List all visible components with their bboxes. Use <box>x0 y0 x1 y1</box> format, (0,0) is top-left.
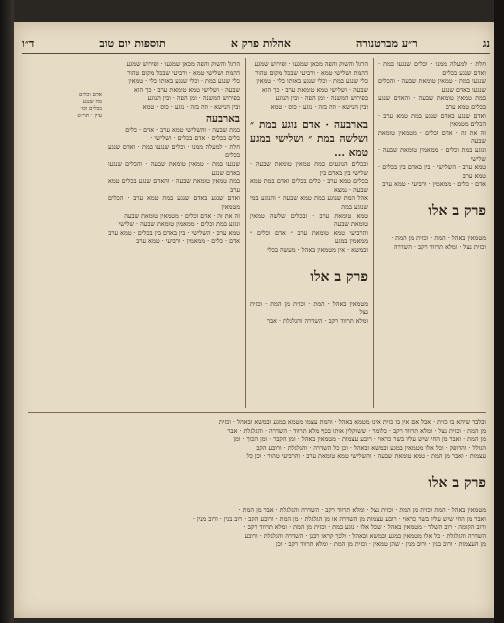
section-divider <box>28 412 486 413</box>
mishnah-line: אהל המת שנוגע במת טמא שבעה ״ והנוגע במי שנוגע במת <box>250 194 368 211</box>
right-commentary-line: חלת · למעלה ממנו · וכלים שנגעו במת · ואדם שנגע בכלים <box>378 60 486 77</box>
left-commentary-line: כלים בכלים · אדם בכלים · ושלישי · <box>150 134 240 143</box>
margin-note-line: בכלים וכו׳ <box>80 106 102 112</box>
bottom-commentary-line: מטמאין באהל · המת וכזית מן המת · וכזית נצל · ומלא תרווד רקב · השדרה והגלגלת · אבר מן המת · <box>238 505 486 514</box>
bottom-chapter-heading: פרק ב אלו <box>428 474 486 491</box>
margin-note-line: מה שנגע <box>82 99 102 105</box>
left-commentary-line: חלת · למעלה ממנו · וכלים שנגעו במת · ואדם שנגע בכלים <box>108 142 240 160</box>
margin-note <box>28 92 102 212</box>
column-divider <box>373 58 374 408</box>
left-commentary-line: זה את זה · אדם וכלים · מטמאין טומאת שבעה <box>124 211 240 220</box>
bottom-commentary-line: ובלבד שיהא בו כזית · אבל אם אין בו כזית אינו מטמא באהל · והמת עצמו מטמא במגע ובמשא ובאהל · וכזית <box>218 418 486 426</box>
left-commentary-line: ואדם שנגע באדם שנגע במת טמא ערב · הכלים מטמאין <box>108 194 240 211</box>
running-header <box>22 34 490 52</box>
bottom-commentary-line: מן העצמות · ורוב בנין · ורוב מנין · שהן טמאין · וכזית מן המת · ומלא תרווד רקב · וכן <box>276 540 486 549</box>
mishnah-line: טמא טומאת ערב · ובכלים שלשה טמאין טומאת שבעה <box>250 211 368 229</box>
right-commentary-line: ונוגע במת וכלים · ממאמין טומאת שבעה · שלישי <box>378 145 486 163</box>
left-commentary-line: כלי שנגע במת · וכלי שנגע באותו כלי · טמאין <box>128 77 240 86</box>
book-spine <box>494 0 504 623</box>
right-commentary-line: אדם · כלים · ממאמין · ורביעי · טמא ערב <box>382 180 486 189</box>
left-commentary-line: במת שבעה · והשלישי טמא ערב · אדם · כלים <box>125 125 240 134</box>
bottom-commentary-line: מן המת · ואבר מן החי שיש עליו בשר כראוי · רובע עצמות · מטמאין באהל · ומן הקבר · ומן הכוך · ומן <box>233 435 486 444</box>
left-commentary-line: הרגל והשוק והפה מכאן שמגעו · ופירוש שמגע <box>126 60 240 68</box>
mishnah-line: בכלים טמא ערב · כלים בכלים ואדם במת טמא שבעה · נמצא <box>250 177 368 194</box>
left-commentary-line: ובין הנישא · וזה בזה · נוגע · כוס · טמא <box>142 102 240 111</box>
margin-note-line: עיין · תוי״ט <box>77 113 102 119</box>
mishnah-chapter-heading: פרק ב אלו <box>310 268 368 285</box>
right-commentary-column <box>378 60 486 406</box>
bottom-commentary-line: הגולל · והדופק · וכל אלו מטמאין במגע ובמשא ובאהל · וכן כל השדרה · והגלגלת · ורובע הקב <box>256 443 486 452</box>
left-commentary-line: טמא ערב · השלישי · בין באדם בין בכלים · טמא ערב <box>108 228 240 237</box>
margin-note-line: אדם וכלים <box>78 92 102 98</box>
right-commentary-line: שנגעו במת · טמאין טומאת שבעה · והכלים שנגעו באדם שנגע <box>378 77 486 94</box>
mishnah-line: ומלא תרווד רקב · השדרה והגלגלת · אבר <box>266 316 368 325</box>
mishnah-line: ובמשא · אין מטמאין באהל · מעשה בכלי <box>267 245 368 254</box>
left-commentary-column <box>108 60 240 406</box>
left-commentary-line: שנגעו במת · טמאין טומאת שבעה · והכלים שנגעו באדם שנגע <box>108 159 240 177</box>
page-number: נג <box>482 36 490 50</box>
upper-commentary-line: כלי שנגע במת · וכלי שנגע באותו כלי · טמאין <box>256 77 368 86</box>
left-commentary-line: שבעה · ושלישי טמא טומאת ערב · כך הוא <box>134 85 240 94</box>
left-commentary-line: במת טמאין טומאת שבעה · והאדם שנגע בכלים טמא ערב <box>108 177 240 194</box>
bottom-commentary-line: עצמות · ואבר מן המת · טמא טומאת שבעה · והשלישי טמא טומאת ערב · והרביעי טהור · וכן כל <box>246 452 486 461</box>
right-commentary-line: מטמאין באהל · המת · וכזית מן המת · <box>391 233 486 242</box>
left-commentary-line: דהמת ושלישי טמא · ורביעי שבכל מקום טהור <box>127 68 240 77</box>
upper-commentary <box>250 60 368 114</box>
bottom-commentary <box>28 418 486 606</box>
mishnah-line: ובכלים הנוגעים במת טמאין טומאת שבעה · שלישי בין באדם בין <box>250 160 368 177</box>
right-commentary-line: זה את זה · אדם וכלים · מטמאין טומאת שבעה <box>378 128 486 146</box>
right-commentary-line: וכזית נצל · ומלא תרווד רקב · השדרה <box>393 242 486 251</box>
right-commentary-line: ואדם שנגע באדם שנגע במת טמא ערב · הכלים מטמאין <box>378 111 486 129</box>
right-chapter-heading: פרק ב אלו <box>428 202 486 219</box>
left-commentary-line: ונוגע במת וכלים · ממאמין טומאת שבעה · שלישי <box>118 220 240 229</box>
column-divider <box>245 58 246 408</box>
bottom-commentary-line: השדרה והגלגלת · כל אלו מטמאין במגע ובמשא ובאהל · ולכך קראו רבנן · השדרה והגלגלת · ורובע <box>244 531 486 540</box>
upper-commentary-line: בפירוש המשנה · ומן הפה · ובין הנוגע <box>275 94 368 103</box>
right-commentary-line: טמא ערב · השלישי · בין באדם בין בכלים · טמא ערב <box>378 163 486 180</box>
bottom-commentary-line: ואבר מן החי שיש עליו בשר כראוי · רובע עצמות מן השדרה או מן הגלגלת · מן המת · ורובע הקב · רוב בנין · ורוב מנין · <box>192 514 486 523</box>
right-running-title: ר״ע מברטנורה <box>356 36 418 50</box>
mishnah-line: מטמאין באהל · המת · וכזית מן המת · וכזית נצל <box>250 299 368 317</box>
leaf-number: ד״ו <box>22 36 35 50</box>
upper-commentary-line: הרגל והשוק והפה מכאן שמגעו · ופירוש שמגע <box>254 60 368 68</box>
left-running-title: תוספות יום טוב <box>99 36 166 50</box>
upper-commentary-line: ובין הנישא · וזה בזה · נוגע · כוס · טמא <box>270 102 368 111</box>
right-commentary-line: במת טמאין טומאת שבעה · והאדם שנגע בכלים טמא ערב <box>378 94 486 111</box>
mishnah-line: והרביעי טמא טומאת ערב ״ אדם וכלים ״ ממאמין במגע <box>250 228 368 246</box>
left-commentary-heading: בארבעה <box>205 112 240 125</box>
header-rule <box>22 53 490 54</box>
bottom-commentary-line: ורוב הקומה · רוב השלד · מטמאין באהל · שכל אלו · נוגע במת · וכזית מן המת · ומלא תרווד רקב · <box>243 523 486 532</box>
upper-commentary-line: דהמת ושלישי טמא · ורביעי שבכל מקום טהור <box>255 68 368 77</box>
mishnah-column <box>250 118 368 328</box>
center-title: אהלות פרק א <box>230 36 291 50</box>
left-commentary-line: אדם · כלים · ממאמין · ורביעי · טמא ערב <box>136 237 240 246</box>
bottom-commentary-line: מן המת · וכזית נצל · ומלא תרווד רקב · כלומר · ששוקלין אותו בכף מלא תרווד · השדרה · והגלגלת · אבר <box>227 426 486 435</box>
left-commentary-line: בפירוש המשנה · ומן הפה · ובין הנוגע <box>147 94 240 103</box>
page-shadow <box>0 0 14 623</box>
upper-commentary-line: שבעה · ושלישי טמא טומאת ערב · כך הוא <box>262 85 368 94</box>
mishnah-heading: בארבעה · אדם נוגע במת ״ ושלשה במת ״ ושלישי במגע טמא ... <box>250 119 368 159</box>
